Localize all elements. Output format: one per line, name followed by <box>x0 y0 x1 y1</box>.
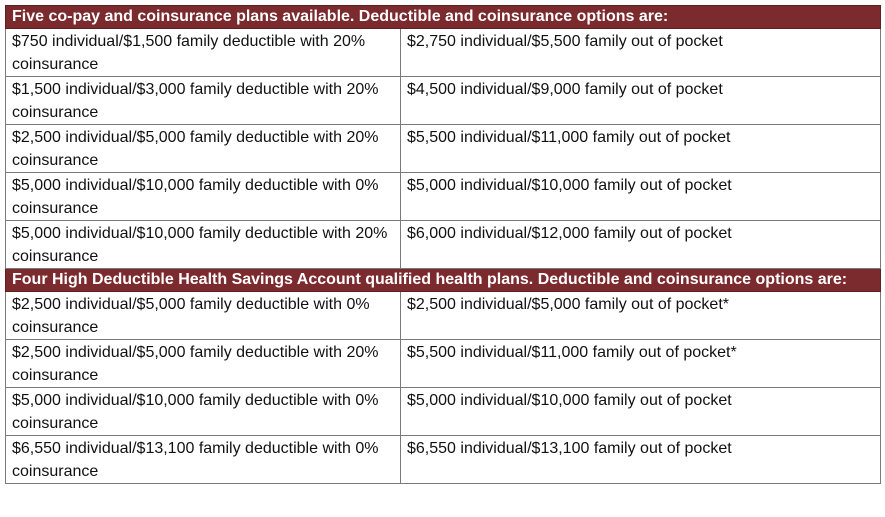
section-header-row <box>6 6 881 29</box>
table-row <box>6 388 881 436</box>
table-row <box>6 125 881 173</box>
out-of-pocket-cell: $2,750 individual/$5,500 family out of pocket <box>401 29 881 77</box>
out-of-pocket-cell: $4,500 individual/$9,000 family out of pocket <box>401 77 881 125</box>
table-row <box>6 292 881 340</box>
table-row <box>6 436 881 484</box>
deductible-cell: $6,550 individual/$13,100 family deductible with 0% coinsurance <box>6 436 401 484</box>
section-header-copay: Five co-pay and coinsurance plans available. Deductible and coinsurance options are: <box>6 6 881 29</box>
deductible-cell: $2,500 individual/$5,000 family deductible with 20% coinsurance <box>6 125 401 173</box>
out-of-pocket-cell: $5,000 individual/$10,000 family out of pocket <box>401 388 881 436</box>
plans-table <box>5 5 881 484</box>
section-header-row <box>6 269 881 292</box>
deductible-cell: $5,000 individual/$10,000 family deductible with 0% coinsurance <box>6 388 401 436</box>
out-of-pocket-cell: $5,500 individual/$11,000 family out of pocket <box>401 125 881 173</box>
table-row <box>6 340 881 388</box>
deductible-cell: $2,500 individual/$5,000 family deductible with 20% coinsurance <box>6 340 401 388</box>
out-of-pocket-cell: $5,000 individual/$10,000 family out of pocket <box>401 173 881 221</box>
deductible-cell: $1,500 individual/$3,000 family deductible with 20% coinsurance <box>6 77 401 125</box>
plans-table-container <box>5 5 880 484</box>
out-of-pocket-cell: $2,500 individual/$5,000 family out of pocket* <box>401 292 881 340</box>
deductible-cell: $750 individual/$1,500 family deductible with 20% coinsurance <box>6 29 401 77</box>
table-row <box>6 221 881 269</box>
out-of-pocket-cell: $6,550 individual/$13,100 family out of pocket <box>401 436 881 484</box>
deductible-cell: $5,000 individual/$10,000 family deductible with 0% coinsurance <box>6 173 401 221</box>
table-row <box>6 173 881 221</box>
section-header-hsa: Four High Deductible Health Savings Account qualified health plans. Deductible and coinsurance options are: <box>6 269 881 292</box>
deductible-cell: $2,500 individual/$5,000 family deductible with 0% coinsurance <box>6 292 401 340</box>
out-of-pocket-cell: $5,500 individual/$11,000 family out of pocket* <box>401 340 881 388</box>
deductible-cell: $5,000 individual/$10,000 family deductible with 20% coinsurance <box>6 221 401 269</box>
table-row <box>6 29 881 77</box>
table-row <box>6 77 881 125</box>
out-of-pocket-cell: $6,000 individual/$12,000 family out of pocket <box>401 221 881 269</box>
